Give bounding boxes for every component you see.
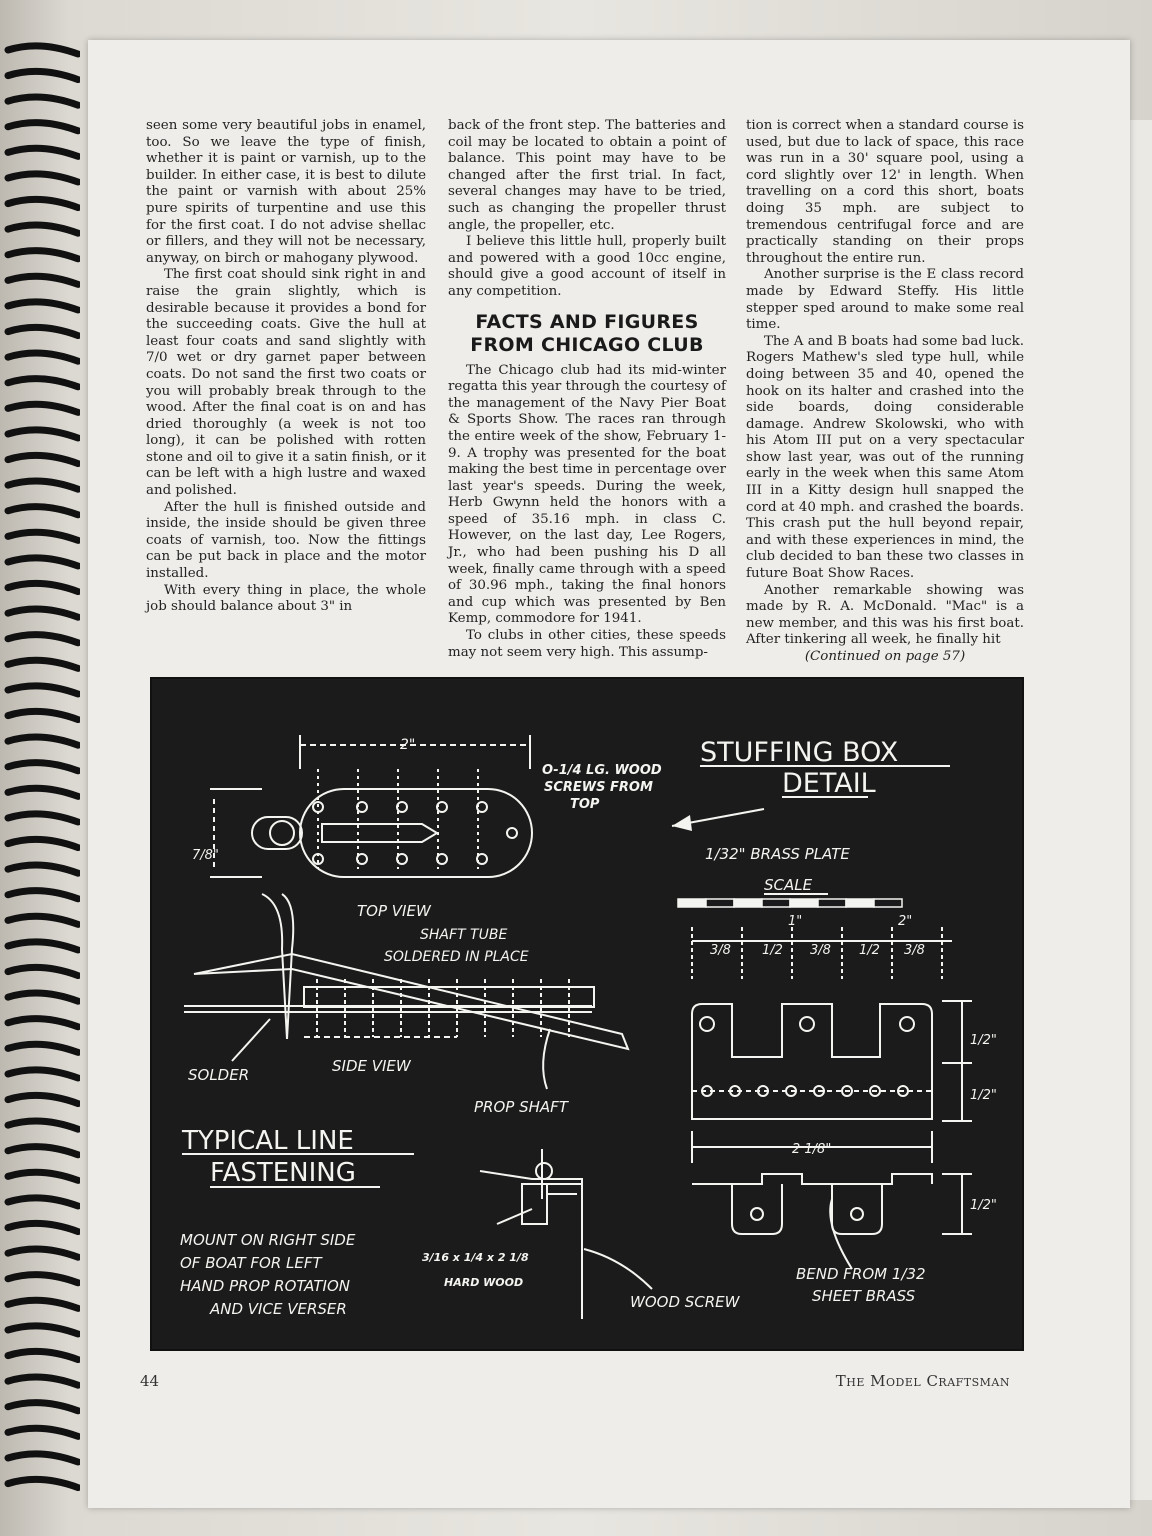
paragraph: The first coat should sink right in and raise the grain slightly, which is desirable because it provides a bond for the succeeding coats. Give the hull at least four coats and sand slightly with 7/0 wet or dry garnet paper between coats. Do not sand the first two coats or you will probably break through to the wood. After the final coat is on and has dried thoroughly (a week is not too long), it can be polished with rotten stone and oil to give it a satin finish, or it can be left with a high lustre and waxed and polished. bbox=[146, 267, 426, 499]
spiral-coil bbox=[8, 865, 78, 873]
paragraph: The Chicago club had its mid-winter regatta this year through the courtesy of the management of the Navy Pier Boat & Sports Show. The races ran through the entire week of the show, February 1-9. A trophy was presented for the boat making the best time in percentage over last year's speeds. During the week, Herb Gwynn held the honors with a speed of 35.16 mph. in class C. However, on the last day, Lee Rogers, Jr., who had been pushing his D all week, finally came through with a speed of 30.96 mph., taking the final honors and cup which was presented by Ben Kemp, commodore for 1941. bbox=[448, 362, 726, 627]
mount-line-4: AND VICE VERSER bbox=[210, 1300, 347, 1318]
spiral-coil bbox=[8, 763, 78, 771]
paragraph: tion is correct when a standard course is used, but due to lack of space, this race was run in a 30' square pool, using a cord slightly over 12' in length. When travelling on a cord this short, boats doing 35 mph. are subject to tremendous centrifugal force and are practically standing on their props throughout the entire run. bbox=[746, 118, 1025, 266]
spiral-coil bbox=[8, 1019, 78, 1027]
text-column-1 bbox=[146, 118, 426, 616]
spiral-coil bbox=[8, 1326, 78, 1334]
label-shaft-tube: SHAFT TUBE bbox=[420, 927, 508, 943]
paragraph: The A and B boats had some bad luck. Rogers Mathew's sled type hull, while doing between 35 and 40, opened the hook on its halter and crashed into the side boards, doing considerable damage. Andrew Skolowski, who with his Atom III put on a very spectacular show last year, was out of the running early in the week when this same Atom III in a Kitty design hull snapped the cord at 40 mph. and crashed the boards. This crash put the hull beyond repair, and with these experiences in mind, the club decided to ban these two classes in future Boat Show Races. bbox=[746, 333, 1024, 582]
label-bend-1: BEND FROM 1/32 bbox=[796, 1265, 926, 1283]
spiral-coil bbox=[8, 942, 78, 950]
dim-2in: 2" bbox=[400, 737, 416, 753]
spiral-coil bbox=[8, 251, 78, 259]
text-column-2 bbox=[448, 118, 726, 661]
screws-label-3: TOP bbox=[570, 797, 600, 812]
scale-1in: 1" bbox=[788, 914, 803, 929]
spiral-binding bbox=[0, 40, 80, 1510]
frac-3-8-a: 3/8 bbox=[710, 943, 731, 958]
spiral-coil bbox=[8, 1454, 78, 1462]
spiral-coil bbox=[8, 583, 78, 591]
frac-3-8-c: 3/8 bbox=[904, 943, 925, 958]
spiral-coil bbox=[8, 1479, 78, 1487]
spiral-coil bbox=[8, 1172, 78, 1180]
scale-2in: 2" bbox=[898, 914, 913, 929]
spiral-coil bbox=[8, 1403, 78, 1411]
paragraph: I believe this little hull, properly built and powered with a good 10cc engine, should give a good account of itself in any competition. bbox=[448, 234, 726, 299]
magazine-name: The Model Craftsman bbox=[835, 1372, 1010, 1390]
mount-line-1: MOUNT ON RIGHT SIDE bbox=[180, 1231, 356, 1249]
spiral-coil bbox=[8, 225, 78, 233]
paragraph: back of the front step. The batteries and coil may be located to obtain a point of balance. This point may have to be changed after the first trial. In fact, several changes may have to be tried, such as changing the propeller thrust angle, the propeller, etc. bbox=[448, 118, 726, 233]
text-column-3 bbox=[746, 118, 1024, 666]
spiral-coil bbox=[8, 635, 78, 643]
spiral-coil bbox=[8, 276, 78, 284]
spiral-coil bbox=[8, 199, 78, 207]
label-hardwood-dims: 3/16 x 1/4 x 2 1/8 bbox=[422, 1251, 529, 1264]
label-top-view: TOP VIEW bbox=[357, 902, 431, 920]
spiral-coil bbox=[8, 788, 78, 796]
spiral-coil bbox=[8, 148, 78, 156]
spiral-coil bbox=[8, 609, 78, 617]
spiral-coil bbox=[8, 1377, 78, 1385]
label-side-view: SIDE VIEW bbox=[332, 1057, 411, 1075]
spiral-coil bbox=[8, 1044, 78, 1052]
screws-label-1: O-1/4 LG. WOOD bbox=[542, 763, 662, 778]
frac-3-8-b: 3/8 bbox=[810, 943, 831, 958]
spiral-coil bbox=[8, 302, 78, 310]
label-scale: SCALE bbox=[764, 876, 813, 894]
page-number: 44 bbox=[140, 1372, 160, 1390]
spiral-coil bbox=[8, 1249, 78, 1257]
spiral-coil bbox=[8, 660, 78, 668]
spiral-coil bbox=[8, 532, 78, 540]
label-wood-screw: WOOD SCREW bbox=[630, 1293, 740, 1311]
technical-drawing bbox=[150, 677, 1024, 1351]
spiral-coil bbox=[8, 481, 78, 489]
screws-label-2: SCREWS FROM bbox=[544, 780, 653, 795]
spiral-coil bbox=[8, 1300, 78, 1308]
spiral-coil bbox=[8, 916, 78, 924]
dim-half-1: 1/2" bbox=[970, 1033, 997, 1048]
spiral-coil bbox=[8, 814, 78, 822]
label-brass-plate: 1/32" BRASS PLATE bbox=[705, 845, 850, 863]
spiral-coil bbox=[8, 123, 78, 131]
spiral-coil bbox=[8, 46, 78, 54]
spiral-coil bbox=[8, 174, 78, 182]
spiral-coil bbox=[8, 1351, 78, 1359]
label-bend-2: SHEET BRASS bbox=[812, 1287, 916, 1305]
paragraph: To clubs in other cities, these speeds may not seem very high. This assump- bbox=[448, 628, 726, 660]
spiral-coil bbox=[8, 993, 78, 1001]
dim-7-8: 7/8" bbox=[192, 848, 219, 863]
spiral-coil bbox=[8, 71, 78, 79]
dim-half-3: 1/2" bbox=[970, 1198, 997, 1213]
title-typical-line: TYPICAL LINE bbox=[182, 1126, 354, 1156]
spiral-coil bbox=[8, 1428, 78, 1436]
frac-1-2-a: 1/2 bbox=[762, 943, 783, 958]
label-solder: SOLDER bbox=[188, 1066, 250, 1084]
spiral-coil bbox=[8, 891, 78, 899]
article-heading: FACTS AND FIGURES FROM CHICAGO CLUB bbox=[470, 310, 704, 356]
mount-line-2: OF BOAT FOR LEFT bbox=[180, 1254, 322, 1272]
dim-width: 2 1/8" bbox=[792, 1142, 832, 1157]
spiral-coil bbox=[8, 1070, 78, 1078]
spiral-coil bbox=[8, 353, 78, 361]
spiral-coil bbox=[8, 1198, 78, 1206]
spiral-coil bbox=[8, 1223, 78, 1231]
spiral-coil bbox=[8, 1147, 78, 1155]
title-detail: DETAIL bbox=[782, 768, 876, 799]
paragraph: With every thing in place, the whole job should balance about 3" in bbox=[146, 582, 426, 615]
spiral-coil bbox=[8, 1095, 78, 1103]
spiral-coil bbox=[8, 327, 78, 335]
spiral-coil bbox=[8, 1275, 78, 1283]
spiral-coil bbox=[8, 839, 78, 847]
spiral-coil bbox=[8, 404, 78, 412]
title-stuffing-box: STUFFING BOX bbox=[700, 737, 899, 768]
paragraph: Another surprise is the E class record made by Edward Steffy. His little stepper sped around to make some real time. bbox=[746, 267, 1024, 333]
label-hardwood: HARD WOOD bbox=[444, 1276, 524, 1289]
title-fastening: FASTENING bbox=[210, 1158, 356, 1188]
spiral-coil bbox=[8, 737, 78, 745]
dim-half-2: 1/2" bbox=[970, 1088, 997, 1103]
spiral-coil bbox=[8, 455, 78, 463]
spiral-coil bbox=[8, 1121, 78, 1129]
spiral-coil bbox=[8, 686, 78, 694]
spiral-coil bbox=[8, 558, 78, 566]
label-prop-shaft: PROP SHAFT bbox=[474, 1098, 568, 1116]
mount-line-3: HAND PROP ROTATION bbox=[180, 1277, 350, 1295]
spiral-coil bbox=[8, 967, 78, 975]
spiral-coil bbox=[8, 507, 78, 515]
drawing-svg bbox=[152, 679, 1022, 1349]
spiral-coil bbox=[8, 430, 78, 438]
continued-note: (Continued on page 57) bbox=[804, 649, 966, 664]
label-soldered: SOLDERED IN PLACE bbox=[384, 949, 529, 965]
paragraph: seen some very beautiful jobs in enamel, too. So we leave the type of finish, whether it is paint or varnish, up to the builder. In either case, it is best to dilute the paint or varnish with about 25% pure spirits of turpentine and use this for the first coat. I do not advise shellac or fillers, and they will not be necessary, anyway, on birch or mahogany plywood. bbox=[146, 118, 426, 266]
frac-1-2-b: 1/2 bbox=[859, 943, 880, 958]
spiral-coil bbox=[8, 97, 78, 105]
paragraph: After the hull is finished outside and inside, the inside should be given three coats of varnish, too. Now the fittings can be put back in place and the motor installed. bbox=[146, 499, 426, 582]
spiral-coil bbox=[8, 379, 78, 387]
spiral-coil bbox=[8, 711, 78, 719]
paragraph: Another remarkable showing was made by R. A. McDonald. "Mac" is a new member, and this was his first boat. After tinkering all week, he finally hit bbox=[746, 582, 1024, 648]
